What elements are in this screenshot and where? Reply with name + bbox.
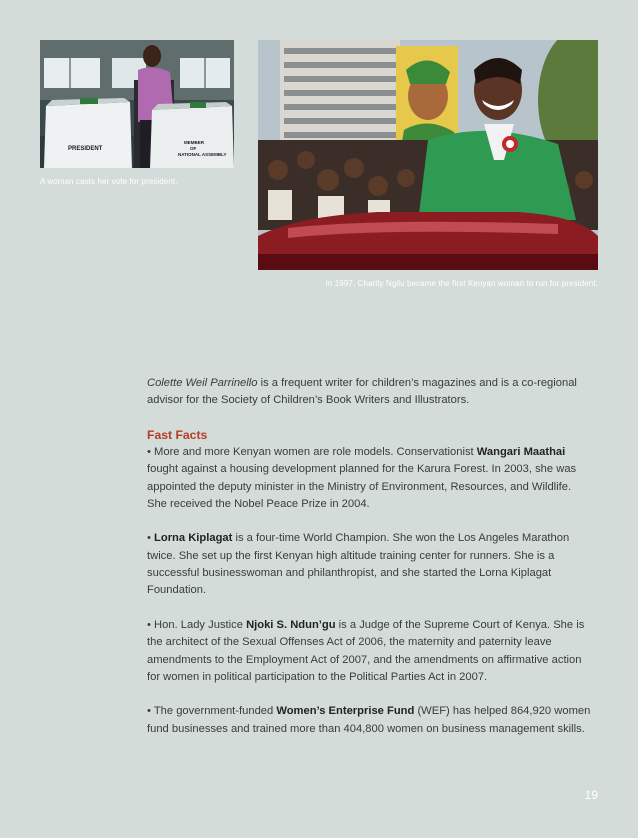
- fact-prefix: • The government-funded: [147, 705, 277, 718]
- fast-facts-section: [147, 427, 593, 755]
- fact-prefix: • Hon. Lady Justice: [147, 618, 247, 631]
- page-number: 19: [584, 788, 598, 802]
- author-bio-text: is a frequent writer for children’s magazines and is a co-regional advisor for the Society of Children’s Book Writers and Illustrators.: [147, 377, 577, 407]
- fact-name: Wangari Maathai: [476, 446, 566, 458]
- fact-item: [147, 617, 593, 686]
- fact-prefix: • More and more Kenyan women are role models. Conservationist: [147, 446, 477, 458]
- ngilu-photo-caption: In 1997, Charity Ngilu became the first Kenyan woman to run for president.: [325, 279, 598, 288]
- author-bio: [147, 375, 593, 410]
- fact-item: [147, 703, 593, 738]
- fact-text: (WEF) has helped 864,920 women fund businesses and trained more than 404,800 women on business management skills.: [147, 705, 591, 735]
- fact-text: is a four-time World Champion. She won the Los Angeles Marathon twice. She set up the first Kenyan high altitude training center for runners. She is a successful businesswoman and philanthropist, and she started the Lorna Kiplagat Foundation.: [147, 532, 570, 597]
- fact-text: is a Judge of the Supreme Court of Kenya. She is the architect of the Sexual Offenses Act of 2006, the maternity and paternity leave amendments to the Employment Act of 2007, and the amendments on affirmative action for women in political participation to the Political Parties Act in 2007.: [147, 618, 585, 683]
- fact-name: Njoki S. Ndun’gu: [246, 618, 336, 631]
- voting-photo: [40, 40, 234, 168]
- ngilu-photo: [258, 40, 598, 270]
- fact-prefix: •: [147, 532, 155, 545]
- voting-photo-caption: A woman casts her vote for president.: [40, 177, 178, 186]
- ballot-box-label-member: MEMBER: [184, 140, 204, 145]
- fact-text: fought against a housing development planned for the Karura Forest. In 2003, she was appointed the deputy minister in the Ministry of Environment, Resources, and Wildlife. She received the Nobel Peace Prize in 2004.: [147, 463, 577, 510]
- author-name: Colette Weil Parrinello: [147, 377, 258, 389]
- ballot-box-label-assembly: NATIONAL ASSEMBLY: [178, 152, 227, 157]
- fact-name: Lorna Kiplagat: [154, 532, 233, 545]
- fact-name: Women’s Enterprise Fund: [276, 705, 415, 718]
- fact-item: [147, 444, 593, 513]
- ballot-box-label-of: OF: [190, 146, 197, 151]
- fact-item: [147, 530, 593, 599]
- ballot-box-label-president: PRESIDENT: [68, 146, 103, 152]
- fast-facts-heading: Fast Facts: [147, 428, 208, 442]
